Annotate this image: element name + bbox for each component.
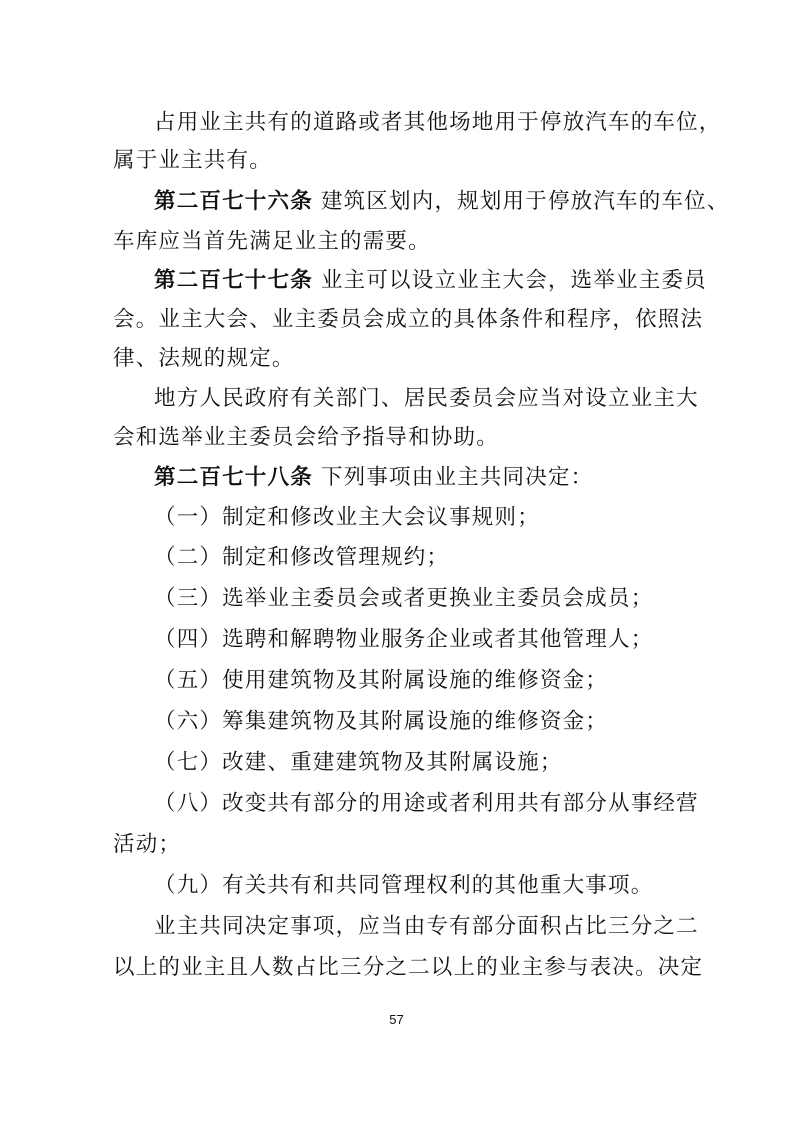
- list-item: （七）改建、重建建筑物及其附属设施；: [154, 750, 563, 775]
- paragraph-line: 占用业主共有的道路或者其他场地用于停放汽车的车位，: [154, 110, 722, 135]
- article-277-line: 第二百七十七条 业主可以设立业主大会，选举业主委员: [154, 268, 707, 293]
- list-item: （六）筹集建筑物及其附属设施的维修资金；: [154, 709, 609, 734]
- paragraph-line: 地方人民政府有关部门、居民委员会应当对设立业主大: [154, 386, 699, 411]
- article-276-line: 第二百七十六条 建筑区划内，规划用于停放汽车的车位、: [154, 189, 730, 214]
- list-item: （二）制定和修改管理规约；: [154, 545, 450, 570]
- paragraph-line: 律、法规的规定。: [113, 346, 295, 371]
- list-item: （五）使用建筑物及其附属设施的维修资金；: [154, 668, 609, 693]
- list-item: （一）制定和修改业主大会议事规则；: [154, 505, 540, 530]
- list-item: （八）改变共有部分的用途或者利用共有部分从事经营: [154, 791, 699, 816]
- page-number: 57: [389, 1012, 404, 1027]
- list-item: （四）选聘和解聘物业服务企业或者其他管理人；: [154, 627, 654, 652]
- paragraph-line: 会和选举业主委员会给予指导和协助。: [113, 425, 499, 450]
- list-item: （三）选举业主委员会或者更换业主委员会成员；: [154, 586, 654, 611]
- article-number: 第二百七十七条: [154, 268, 313, 293]
- paragraph-line: 属于业主共有。: [113, 148, 272, 173]
- article-number: 第二百七十六条: [154, 189, 313, 214]
- article-number: 第二百七十八条: [154, 465, 313, 490]
- article-278-line: 第二百七十八条 下列事项由业主共同决定：: [154, 465, 594, 490]
- paragraph-line: 车库应当首先满足业主的需要。: [113, 229, 431, 254]
- list-item: （九）有关共有和共同管理权利的其他重大事项。: [154, 873, 654, 898]
- list-item-continuation: 活动；: [113, 832, 182, 857]
- paragraph-line: 以上的业主且人数占比三分之二以上的业主参与表决。决定: [113, 955, 704, 980]
- paragraph-line: 业主共同决定事项，应当由专有部分面积占比三分之二: [154, 914, 699, 939]
- paragraph-line: 会。业主大会、业主委员会成立的具体条件和程序，依照法: [113, 307, 704, 332]
